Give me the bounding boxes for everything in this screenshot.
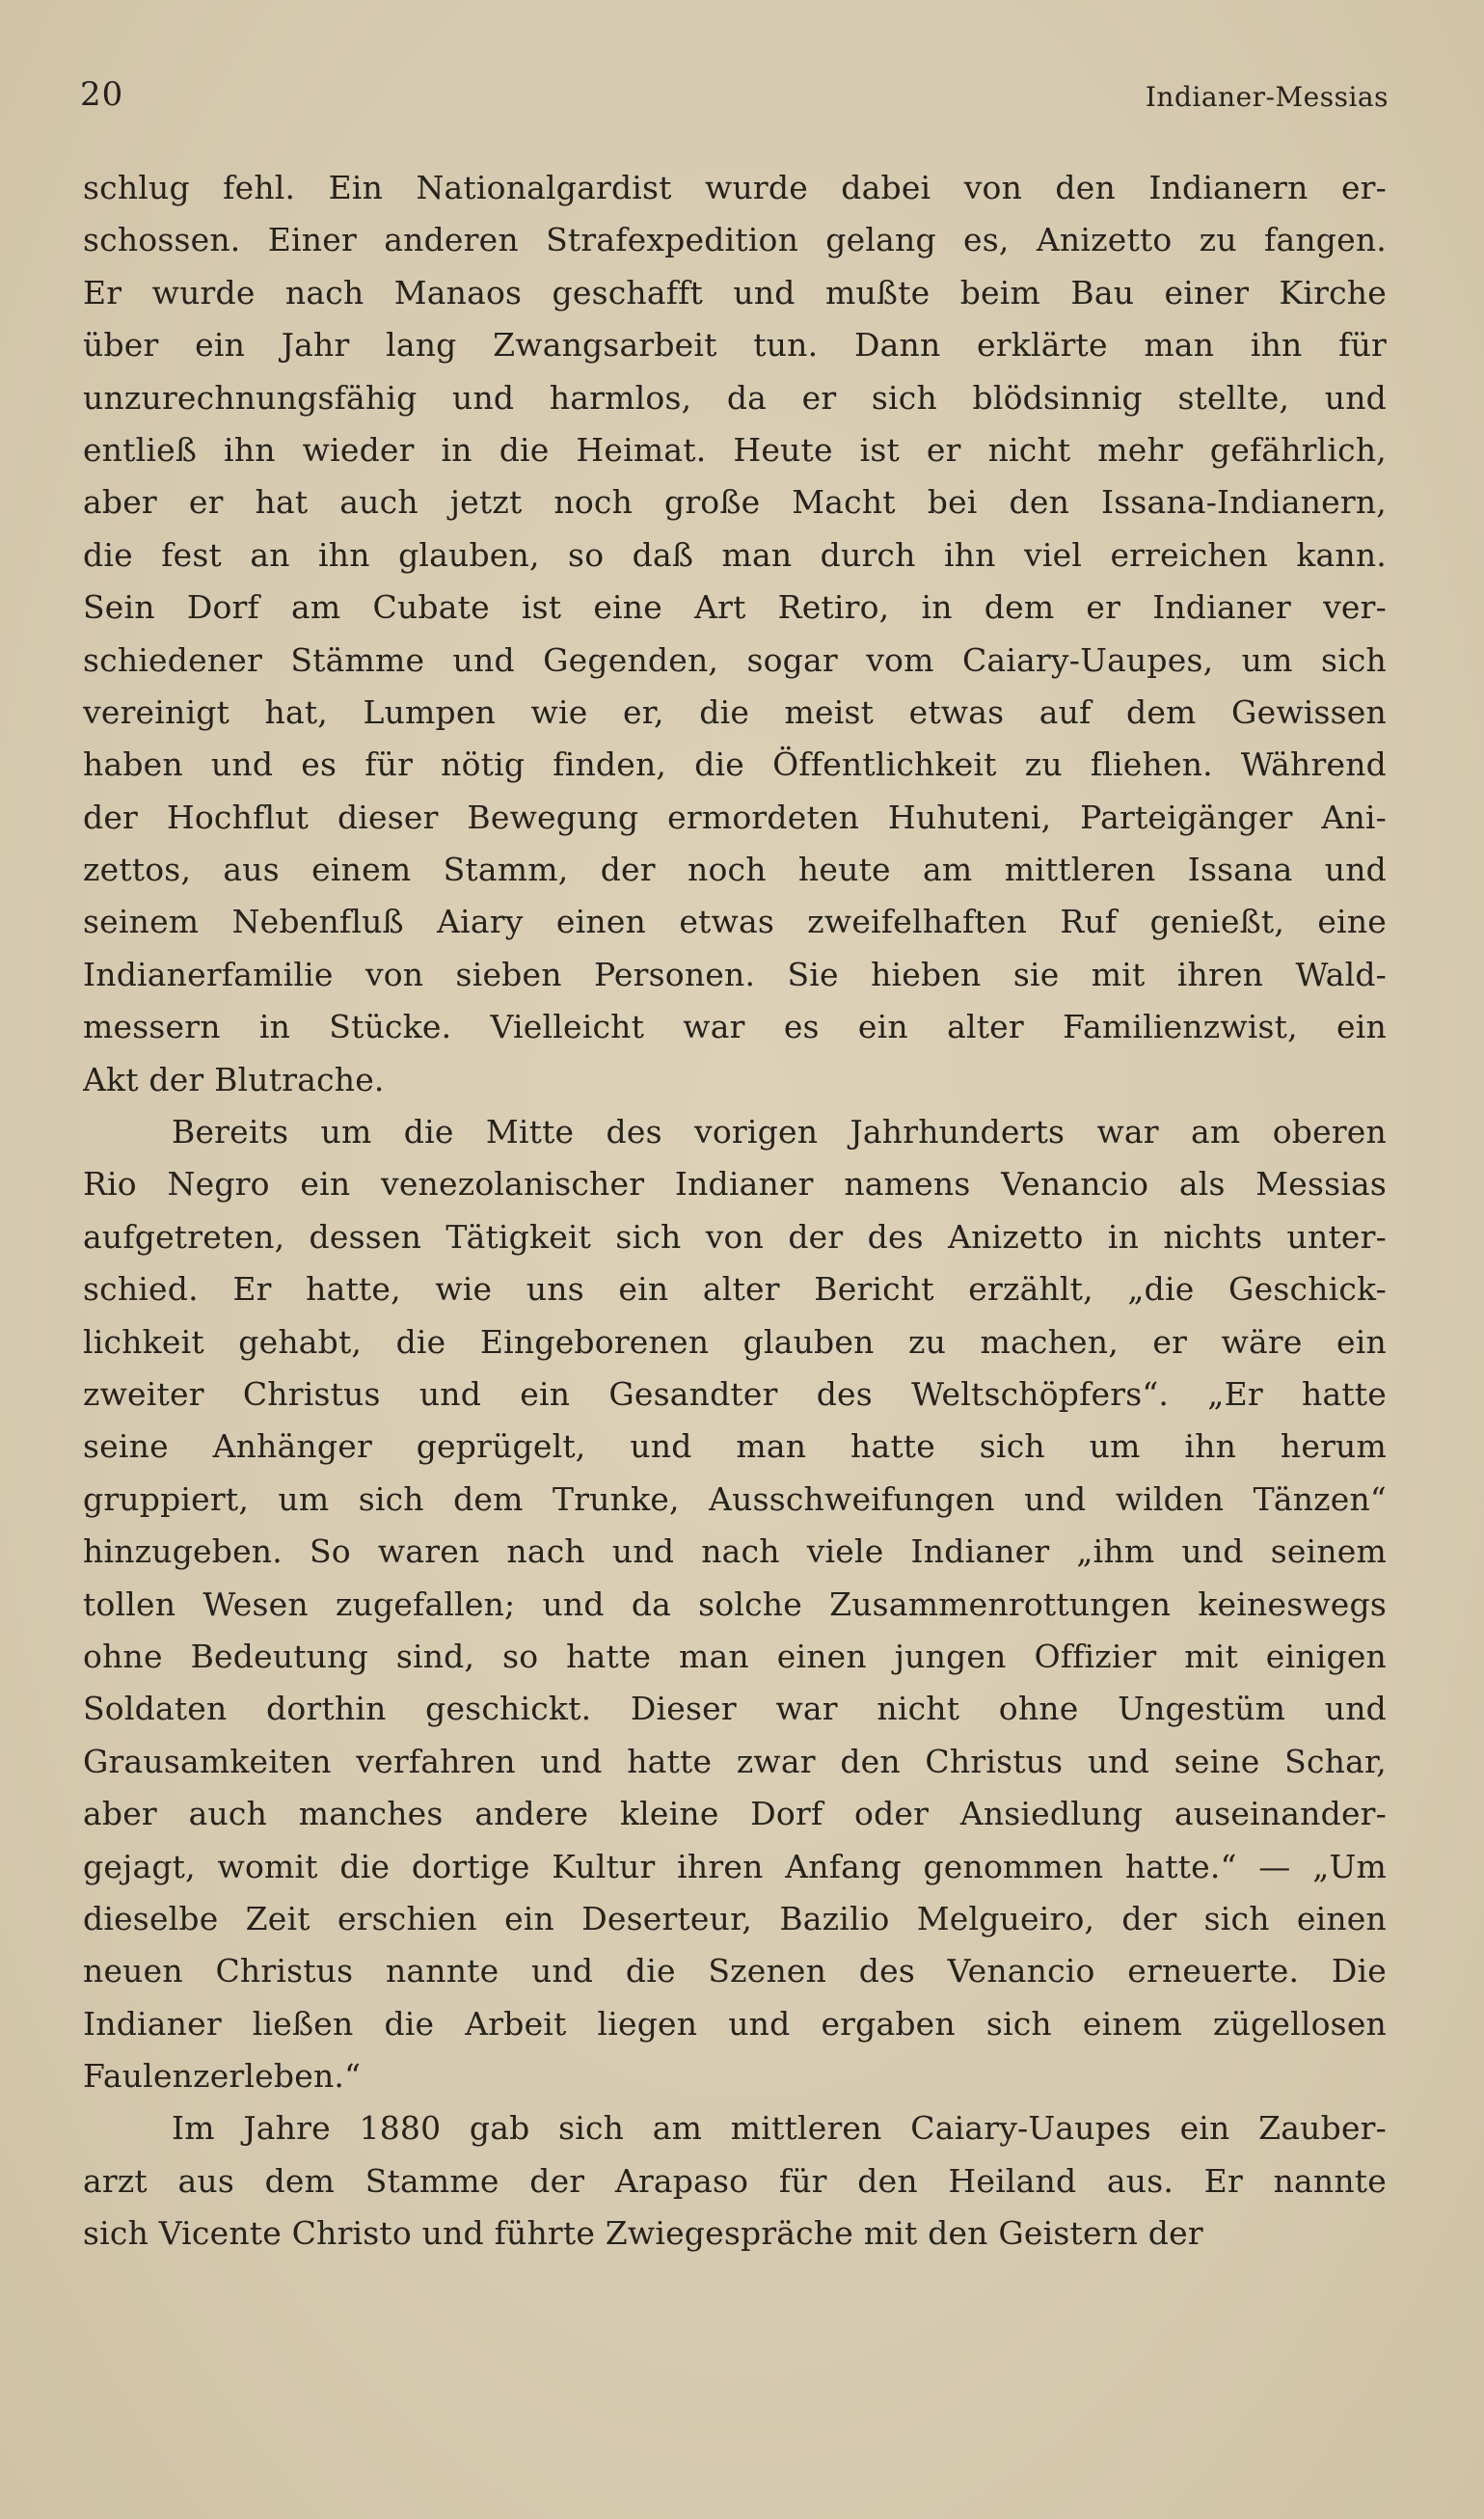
text-line: zettos, aus einem Stamm, der noch heute am mittleren Issana und — [83, 851, 1387, 889]
text-line: schossen. Einer anderen Strafexpedition gelang es, Anizetto zu fangen. — [83, 221, 1387, 259]
text-line: Bereits um die Mitte des vorigen Jahrhunderts war am oberen — [172, 1113, 1387, 1151]
text-line: die fest an ihn glauben, so daß man durch ihn viel erreichen kann. — [83, 535, 1387, 574]
text-line: Akt der Blutrache. — [83, 1060, 385, 1098]
text-line: schiedener Stämme und Gegenden, sogar vom Caiary-Uaupes, um sich — [83, 640, 1387, 679]
text-line: haben und es für nötig finden, die Öffentlichkeit zu fliehen. Während — [83, 745, 1387, 784]
text-line: Faulenzerleben.“ — [83, 2057, 362, 2096]
text-line: sich Vicente Christo und führte Zwiegespräche mit den Geistern der — [83, 2214, 1203, 2253]
text-line: Im Jahre 1880 gab sich am mittleren Caiary-Uaupes ein Zauber- — [172, 2109, 1387, 2148]
text-line: schlug fehl. Ein Nationalgardist wurde dabei von den Indianern er- — [83, 169, 1387, 206]
text-line: Er wurde nach Manaos geschafft und mußte beim Bau einer Kirche — [83, 273, 1387, 311]
text-line: Soldaten dorthin geschickt. Dieser war nicht ohne Ungestüm und — [83, 1690, 1387, 1728]
text-line: dieselbe Zeit erschien ein Deserteur, Bazilio Melgueiro, der sich einen — [83, 1899, 1387, 1937]
text-line: neuen Christus nannte und die Szenen des Venancio erneuerte. Die — [83, 1952, 1387, 1991]
text-line: Rio Negro ein venezolanischer Indianer namens Venancio als Messias — [83, 1165, 1387, 1204]
text-line: seinem Nebenfluß Aiary einen etwas zweifelhaften Ruf genießt, eine — [83, 903, 1387, 941]
paragraph — [83, 162, 1387, 1106]
text-line: schied. Er hatte, wie uns ein alter Bericht erzählt, „die Geschick- — [83, 1270, 1387, 1309]
text-line: aber er hat auch jetzt noch große Macht bei den Issana-Indianern, — [83, 483, 1387, 522]
text-line: gejagt, womit die dortige Kultur ihren Anfang genommen hatte.“ — „Um — [83, 1847, 1387, 1885]
text-line: gruppiert, um sich dem Trunke, Ausschweifungen und wilden Tänzen“ — [83, 1479, 1387, 1518]
text-line: lichkeit gehabt, die Eingeborenen glauben zu machen, er wäre ein — [83, 1322, 1387, 1361]
text-line: ohne Bedeutung sind, so hatte man einen jungen Offizier mit einigen — [83, 1637, 1387, 1675]
text-line: vereinigt hat, Lumpen wie er, die meist etwas auf dem Gewissen — [83, 692, 1387, 731]
text-line: unzurechnungsfähig und harmlos, da er sich blödsinnig stellte, und — [83, 378, 1387, 417]
text-line: der Hochflut dieser Bewegung ermordeten Huhuteni, Parteigänger Ani- — [83, 798, 1387, 836]
text-line: arzt aus dem Stamme der Arapaso für den Heiland aus. Er nannte — [83, 2161, 1387, 2200]
paragraph — [83, 1106, 1387, 2102]
page-header — [80, 75, 1389, 123]
body-text — [83, 162, 1387, 2261]
running-title: Indianer-Messias — [1145, 81, 1389, 113]
text-line: messern in Stücke. Vielleicht war es ein alter Familienzwist, ein — [83, 1008, 1387, 1046]
text-line: Indianerfamilie von sieben Personen. Sie hieben sie mit ihren Wald- — [83, 955, 1387, 993]
paragraph — [83, 2102, 1387, 2260]
page-number: 20 — [80, 75, 124, 114]
text-line: seine Anhänger geprügelt, und man hatte sich um ihn herum — [83, 1427, 1387, 1466]
text-line: Grausamkeiten verfahren und hatte zwar den Christus und seine Schar, — [83, 1742, 1387, 1780]
text-line: Sein Dorf am Cubate ist eine Art Retiro, in dem er Indianer ver- — [83, 588, 1387, 627]
text-line: entließ ihn wieder in die Heimat. Heute ist er nicht mehr gefährlich, — [83, 430, 1387, 469]
text-line: zweiter Christus und ein Gesandter des Weltschöpfers“. „Er hatte — [83, 1374, 1387, 1413]
text-line: hinzugeben. So waren nach und nach viele Indianer „ihm und seinem — [83, 1532, 1387, 1571]
text-line: aber auch manches andere kleine Dorf oder Ansiedlung auseinander- — [83, 1795, 1387, 1833]
text-line: über ein Jahr lang Zwangsarbeit tun. Dann erklärte man ihn für — [83, 326, 1387, 365]
text-line: tollen Wesen zugefallen; und da solche Zusammenrottungen keineswegs — [83, 1585, 1387, 1623]
text-line: Indianer ließen die Arbeit liegen und ergaben sich einem zügellosen — [83, 2004, 1387, 2043]
text-line: aufgetreten, dessen Tätigkeit sich von der des Anizetto in nichts unter- — [83, 1217, 1387, 1256]
